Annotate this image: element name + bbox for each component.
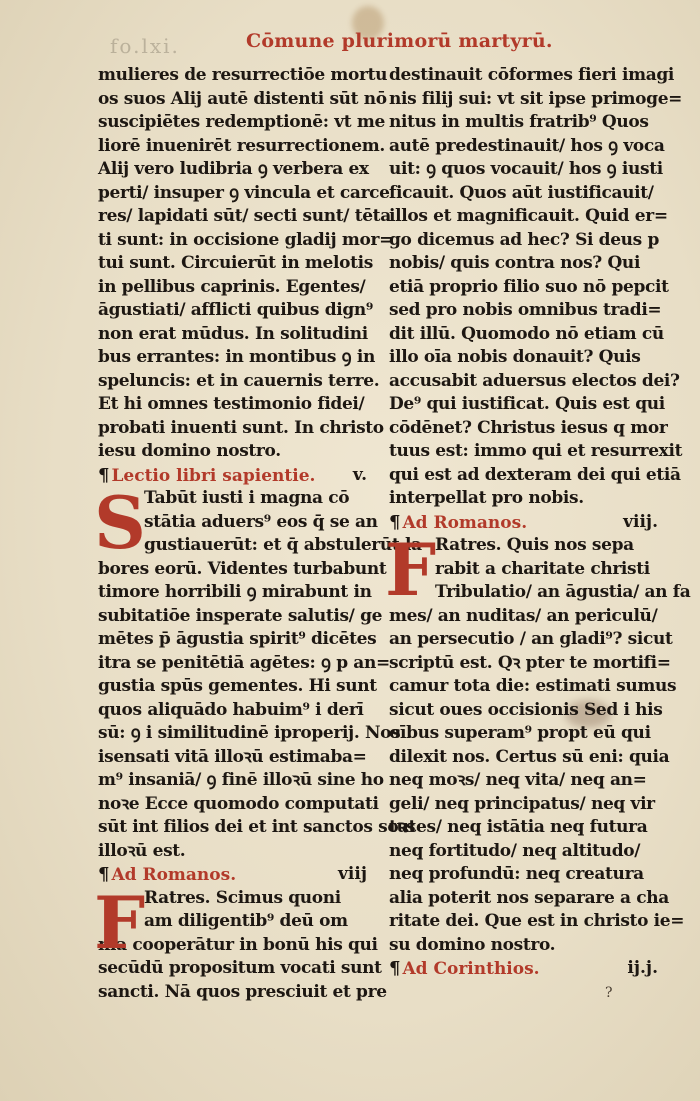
text-line: ficauit. Quos aūt iustificauit/ [389, 182, 654, 203]
text-line: os suos Alij autē distenti sūt nō [98, 88, 387, 109]
text-line: āgustiati/ afflicti quibus dign⁹ [98, 300, 374, 320]
text-line: Ratres. Quis nos sepa [435, 535, 634, 555]
text-line: ritate dei. Que est in christo ie= [389, 911, 685, 931]
text-line: destinauit cōformes fieri imagi [389, 65, 675, 85]
text-line: neq̧ profundū: neq̧ creatura [389, 864, 644, 884]
text-line: neq̧ fortitudo/ neq̧ altitudo/ [389, 840, 641, 861]
text-line: secūdū propositum vocati sunt [98, 958, 382, 978]
text-line: go dicemus ad hec? Si deus p [389, 229, 660, 250]
text-line: non erat mūdus. In solitudini [98, 323, 368, 344]
text-line: itra se penitētiā agētes: ꝯ p an= [98, 652, 390, 673]
drop-cap-initial: S [94, 480, 146, 565]
text-line: camur tota die: estimati sumus [389, 676, 677, 696]
pilcrow-icon: ¶ [98, 864, 110, 885]
rubric-lectio-sapientie: ¶ Lectio libri sapientie. v. [98, 464, 367, 486]
text-line: am diligentib⁹ deū om [144, 911, 348, 931]
text-line: m⁹ insaniā/ ꝯ finē illoꝛū sine ho [98, 770, 384, 790]
text-line: gustia spūs gementes. Hi sunt [98, 676, 377, 696]
text-line: iesu domino nostro. [98, 441, 281, 461]
text-line: Tribulatio/ an āgustia/ an fa [435, 582, 691, 602]
text-line: nitus in multis fratrib⁹ Quos [389, 112, 649, 132]
text-line: sancti. Nā quos presciuit et pre [98, 981, 387, 1002]
text-line: liorē inuenirēt resurrectionem. [98, 135, 385, 156]
text-line: sed pro nobis omnibus tradi= [389, 300, 662, 320]
text-line: rabit a charitate christi [435, 558, 650, 579]
text-line: ti sunt: in occisione gladij mor= [98, 229, 394, 250]
rubric-ad-corinthios: ¶ Ad Corinthios. ij.j. [389, 958, 658, 979]
text-line: quos aliquādo habuim⁹ i derī [98, 699, 364, 720]
drop-cap-initial: F [94, 879, 146, 965]
text-line: neq̧ moꝛs/ neq̧ vita/ neq̧ an= [389, 770, 647, 790]
pilcrow-icon: ¶ [389, 958, 401, 979]
right-text-block [389, 64, 683, 511]
text-line: perti/ insuper ꝯ vincula et carce [98, 182, 390, 203]
text-line: noꝛe Ecce quomodo computati [98, 793, 379, 814]
text-line: probati inuenti sunt. In christo [98, 417, 384, 438]
initial-paragraph-f [94, 879, 387, 1005]
text-line: De⁹ qui iustificat. Quis est qui [389, 394, 665, 414]
text-line: tutes/ neq̧ istātia neq̧ futura [389, 817, 648, 837]
text-line: illoꝛū est. [98, 840, 186, 861]
text-line: in pellibus caprinis. Egentes/ [98, 276, 366, 297]
text-line: Ratres. Scimus quoni [144, 887, 341, 908]
text-line: etiā proprio filio suo nō pepcit [389, 276, 669, 297]
left-text-block [98, 64, 394, 464]
text-line: mes/ an nuditas/ an periculū/ [389, 605, 658, 626]
pilcrow-icon: ¶ [389, 511, 401, 533]
left-column [94, 64, 422, 1004]
text-line: dit illū. Quomodo nō etiam cū [389, 323, 664, 344]
text-line: oībus superam⁹ propt eū qui [389, 723, 651, 743]
text-line: dilexit nos. Certus sū eni: quia [389, 746, 670, 767]
text-line: subitatiōe insperate salutis/ ge [98, 605, 383, 626]
text-line: sicut oues occisionis Sed i his [389, 699, 663, 720]
initial-paragraph-f [385, 527, 691, 957]
text-line: illo oīa nobis donauit? Quis [389, 347, 641, 367]
text-line: illos et magnificauit. Quid er= [389, 206, 668, 226]
text-line: nobis/ quis contra nos? Qui [389, 253, 641, 273]
rubric-ad-romanos: ¶ Ad Romanos. viij [98, 864, 367, 885]
text-line: tuus est: immo qui et resurrexit [389, 441, 683, 461]
text-line: uit: ꝯ quos vocauit/ hos ꝯ iusti [389, 159, 663, 179]
text-line: bores eorū. Videntes turbabunt [98, 558, 387, 579]
text-line: isensati vitā illoꝛū estimaba= [98, 746, 367, 767]
text-line: mulieres de resurrectiōe mortu [98, 65, 388, 85]
text-line: Tabūt iusti i magna cō [144, 488, 350, 508]
text-line: an persecutio / an gladi⁹? sicut [389, 629, 673, 649]
text-line: timore horribili ꝯ mirabunt in [98, 582, 372, 602]
text-line: mētes p̄ āgustia spirit⁹ dicētes [98, 629, 377, 649]
text-line: su domino nostro. [389, 934, 556, 955]
text-line: res/ lapidati sūt/ secti sunt/ tēta [98, 206, 391, 226]
text-line: cōdēnet? Christus iesus q mor [389, 417, 668, 438]
text-line: stātia aduers⁹ eos q̄ se an [144, 511, 378, 532]
text-line: tui sunt. Circuierūt in melotis [98, 253, 373, 273]
text-line: sūt int filios dei et int sanctos soꝛs [98, 817, 416, 837]
folio-number-ghost: fo.lxi. [110, 34, 180, 58]
text-line: autē predestinauit/ hos ꝯ voca [389, 135, 665, 156]
text-line: geli/ neq̧ principatus/ neq̧ vir [389, 793, 655, 814]
text-line: qui est ad dexteram dei qui etiā [389, 464, 681, 485]
text-line: nia cooperātur in bonū his qui [98, 934, 378, 955]
running-header: Cōmune plurimorū martyrū. [246, 30, 553, 52]
text-line: bus errantes: in montibus ꝯ in [98, 347, 375, 367]
footer-mark: ? [605, 985, 613, 1001]
text-line: accusabit aduersus electos dei? [389, 370, 680, 391]
text-line: alia poterit nos separare a cha [389, 887, 669, 908]
text-line: speluncis: et in cauernis terre. [98, 370, 380, 391]
pilcrow-icon: ¶ [98, 464, 110, 486]
text-line: interpellat pro nobis. [389, 488, 584, 508]
text-line: Et hi omnes testimonio fidei/ [98, 394, 365, 414]
text-line: suscipiētes redemptionē: vt me [98, 112, 385, 132]
drop-cap-initial: F [385, 527, 437, 612]
initial-paragraph-s [94, 480, 422, 863]
right-column [385, 64, 691, 981]
text-line: Alij vero ludibria ꝯ verbera ex [98, 159, 369, 179]
text-line: scriptū est. Qꝛ pter te mortifi= [389, 652, 671, 673]
rubric-ad-romanos: ¶ Ad Romanos. viij. [389, 511, 658, 533]
text-line: sū: ꝯ i similitudinē iproperij. Nos [98, 723, 401, 743]
text-line: nis filij sui: vt sit ipse primoge= [389, 88, 683, 109]
text-line: gustiauerūt: et q̄ abstulerūt la [144, 535, 422, 555]
